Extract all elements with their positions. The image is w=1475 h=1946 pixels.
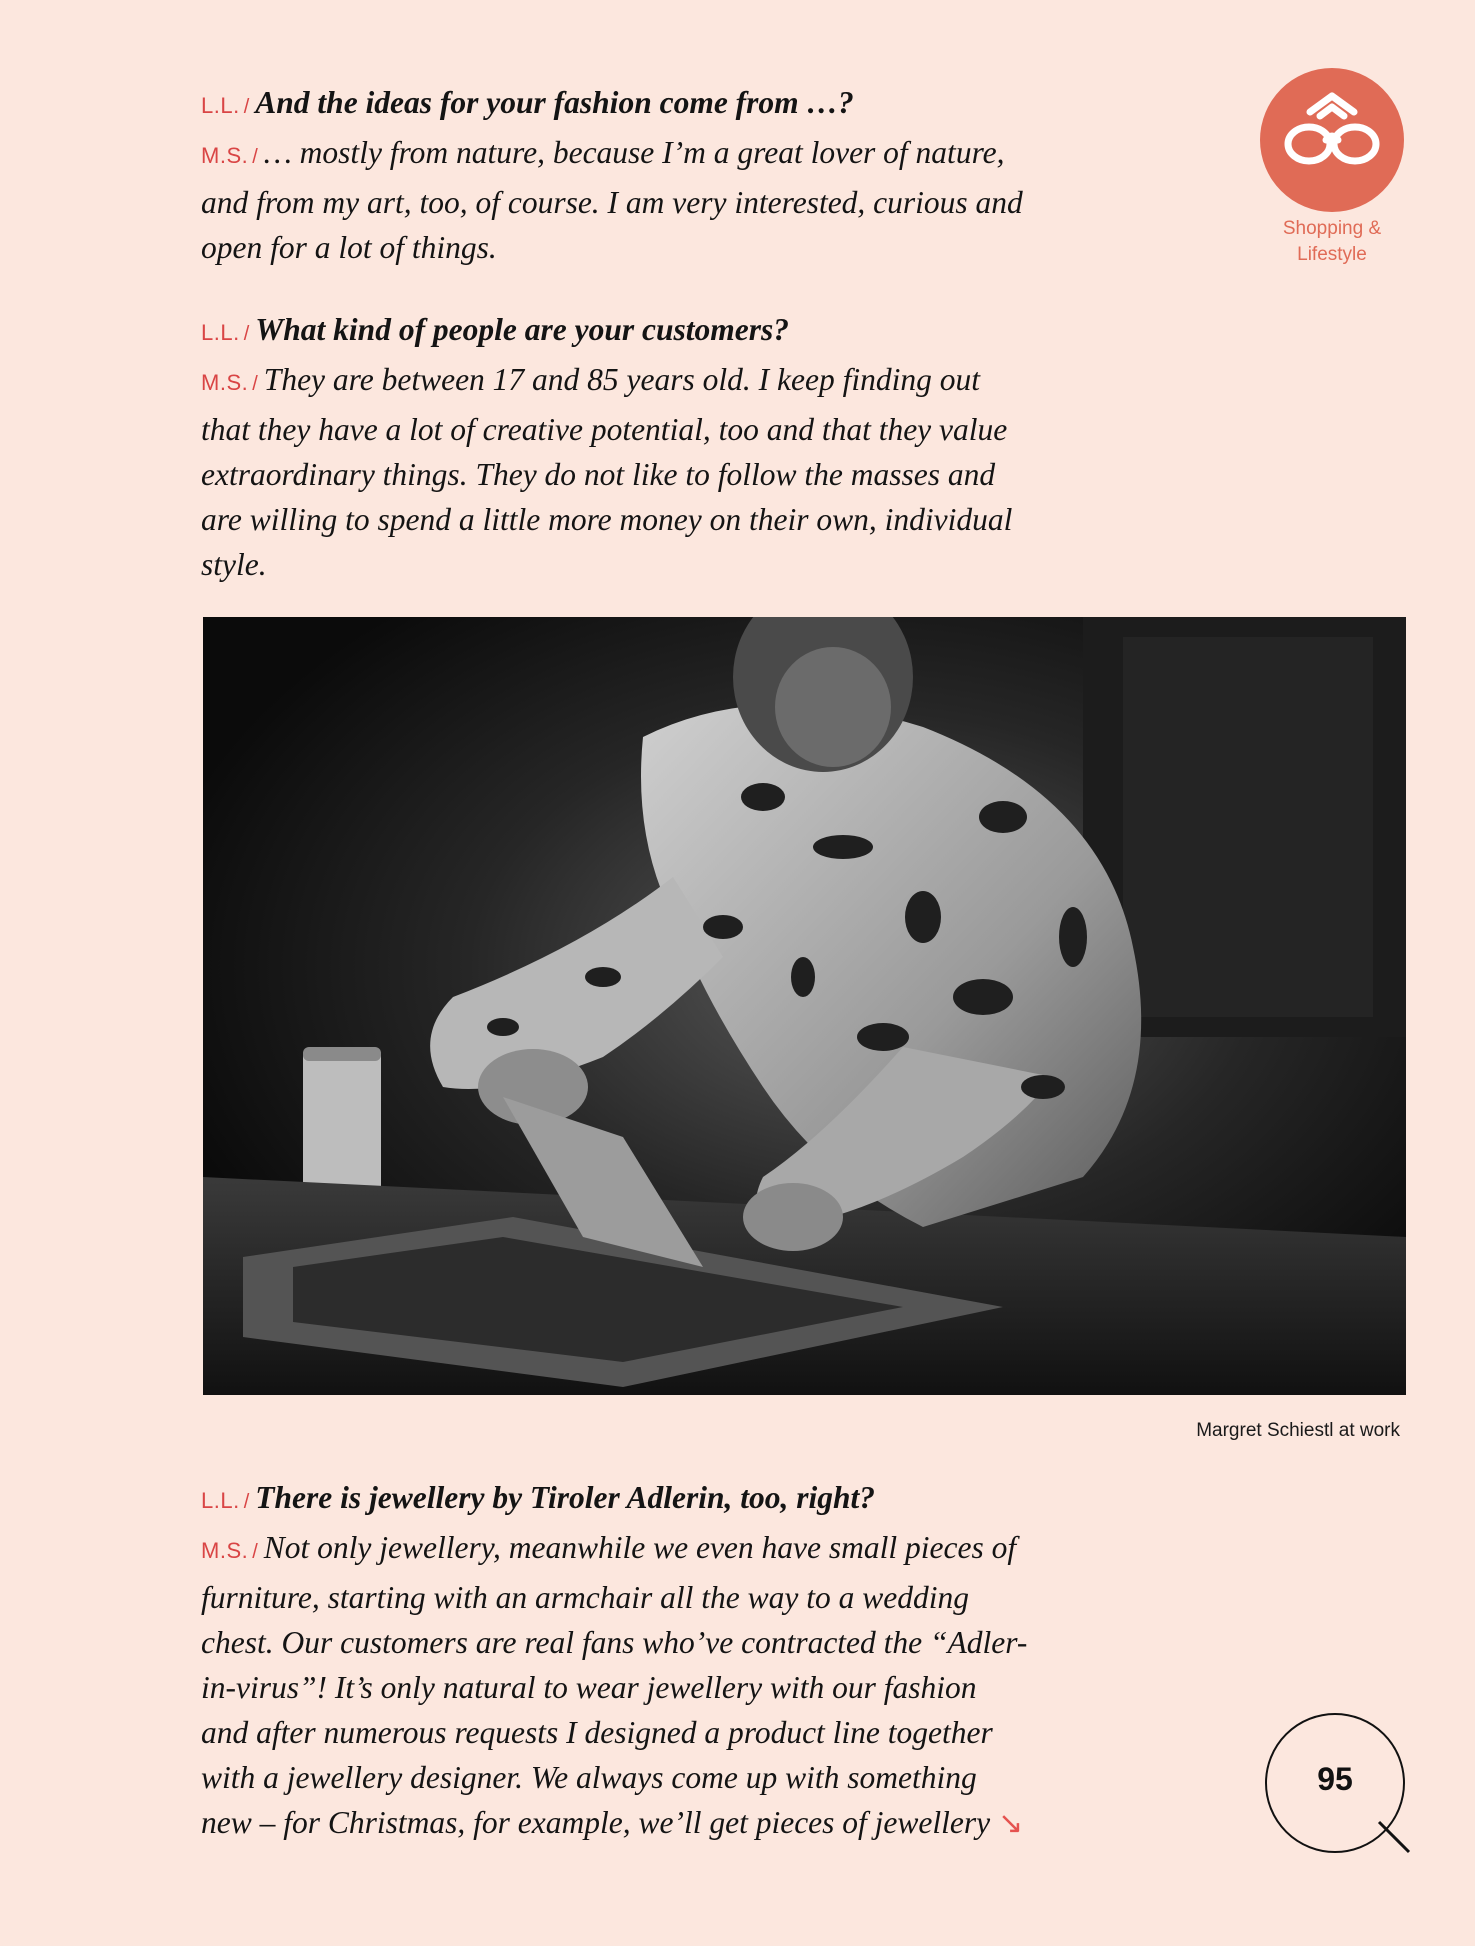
answer-line: extraordinary things. They do not like to follow the masses and	[201, 457, 996, 492]
answer-line: style.	[201, 547, 267, 582]
photo-illustration	[203, 617, 1406, 1395]
answer-line: … mostly from nature, because I’m a great lover of nature,	[263, 135, 1005, 170]
answer-line: and after numerous requests I designed a product line together	[201, 1715, 993, 1750]
answer-tag: M.S.	[201, 1538, 249, 1563]
answer-line: are willing to spend a little more money on their own, individual	[201, 502, 1013, 537]
question-tag: L.L.	[201, 1488, 240, 1513]
answer-line: with a jewellery designer. We always come up with something	[201, 1760, 977, 1795]
glasses-icon	[1260, 68, 1404, 212]
answer-line: that they have a lot of creative potential, too and that they value	[201, 412, 1008, 447]
interview-block-3: L.L. / There is jewellery by Tiroler Adlerin, too, right? M.S. / Not only jewellery, meanwhile we even have small pieces of furniture, starting with an armchair all the way to a wedding chest. Our customers are real fans who’ve contracted the “Adler- in-virus”! It’s only natural to wear jewellery with our fashion and after numerous requests I designed a product line together with a jewellery designer. We always come up with something new – for Christmas, for example, we’ll get pieces of jewellery ↘	[201, 1480, 1028, 1841]
answer-line: They are between 17 and 85 years old. I keep finding out	[263, 362, 980, 397]
answer-tag: M.S.	[201, 143, 249, 168]
answer-line: furniture, starting with an armchair all the way to a wedding	[201, 1580, 969, 1615]
question-text: There is jewellery by Tiroler Adlerin, too, right?	[255, 1480, 876, 1515]
arrow-down-right-icon: ↘	[998, 1806, 1024, 1841]
answer-line: chest. Our customers are real fans who’ve contracted the “Adler-	[201, 1625, 1028, 1660]
answer-line: new – for Christmas, for example, we’ll get pieces of jewellery	[201, 1805, 991, 1840]
photo-artist-at-work	[203, 617, 1406, 1395]
answer-tag: M.S.	[201, 370, 249, 395]
photo-caption: Margret Schiestl at work	[1196, 1420, 1400, 1441]
question-tag: L.L.	[201, 93, 240, 118]
section-badge	[1260, 68, 1404, 212]
answer-line: open for a lot of things.	[201, 230, 497, 265]
section-label: Shopping & Lifestyle	[1282, 218, 1382, 265]
question-text: What kind of people are your customers?	[255, 312, 790, 347]
answer-line: in-virus”! It’s only natural to wear jewellery with our fashion	[201, 1670, 977, 1705]
question-text: And the ideas for your fashion come from …?	[255, 85, 854, 120]
magnifier-handle-icon	[1375, 1818, 1435, 1878]
interview-block-1: L.L. / And the ideas for your fashion come from …? M.S. / … mostly from nature, because I’m a great lover of nature, and from my art, too, of course. I am very interested, curious and open for a lot of things.	[201, 85, 1023, 265]
answer-line: Not only jewellery, meanwhile we even have small pieces of	[263, 1530, 1017, 1565]
answer-line: and from my art, too, of course. I am very interested, curious and	[201, 185, 1023, 220]
page-number: 95	[1317, 1761, 1353, 1797]
question-tag: L.L.	[201, 320, 240, 345]
interview-block-2: L.L. / What kind of people are your customers? M.S. / They are between 17 and 85 years old. I keep finding out that they have a lot of creative potential, too and that they value extraordinary things. They do not like to follow the masses and are willing to spend a little more money on their own, individual style.	[201, 312, 1013, 582]
